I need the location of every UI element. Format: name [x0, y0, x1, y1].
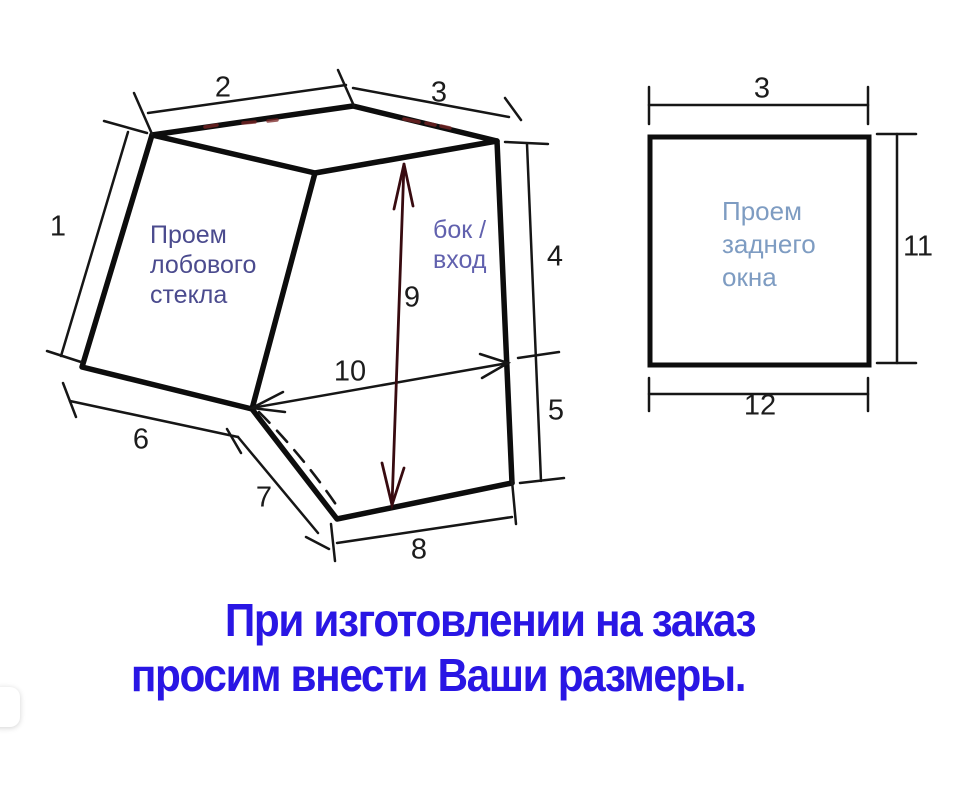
dim-label-4: 4	[546, 240, 564, 273]
dim-label-3: 3	[430, 76, 448, 109]
dim-label-rear-bottom: 12	[743, 389, 777, 422]
dim-label-5: 5	[547, 394, 565, 427]
dim-label-8: 8	[410, 533, 428, 566]
rear-window-label-line: Проем	[722, 196, 802, 226]
rear-window-opening-label	[722, 195, 816, 294]
dim-label-7: 7	[255, 481, 273, 514]
dim-label-9: 9	[403, 281, 421, 314]
dim-label-1: 1	[49, 210, 67, 243]
windshield-label-line: лобового	[150, 251, 257, 279]
windshield-label-line: Проем	[150, 221, 227, 249]
side-entry-label-line: вход	[433, 246, 487, 274]
windshield-label-line: стекла	[150, 281, 228, 309]
dim-label-6: 6	[132, 423, 150, 456]
arrow-9	[382, 164, 413, 505]
rear-window-label-line: окна	[722, 262, 777, 292]
side-entry-label	[433, 215, 486, 275]
dim-label-rear-top: 3	[753, 72, 771, 105]
caption-line-1: При изготовлении на заказ	[224, 594, 756, 646]
left-pattern-outline	[82, 106, 512, 519]
dim-label-rear-right: 11	[902, 230, 934, 263]
arrow-10	[252, 354, 508, 412]
rear-window-label-line: заднего	[722, 229, 816, 259]
side-entry-label-line: бок /	[433, 216, 487, 244]
dim-label-10: 10	[333, 355, 367, 388]
corner-bubble-artifact	[0, 687, 20, 727]
caption-line-2: просим внести Ваши размеры.	[130, 649, 746, 701]
dim-label-2: 2	[214, 71, 232, 104]
windshield-opening-label	[150, 220, 256, 310]
